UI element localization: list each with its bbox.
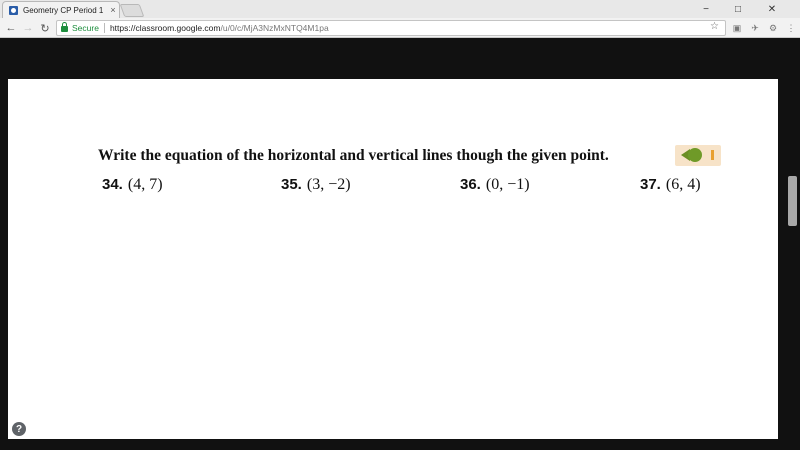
address-bar[interactable] [56,20,726,36]
forward-button[interactable]: → [22,22,34,34]
page-header-band [0,39,800,79]
lock-icon [61,26,68,32]
problem-number: 35. [281,176,302,193]
sticker-image [675,145,721,166]
url-host: https://classroom.google.com [109,23,221,33]
extension-icon[interactable]: ▣ [732,22,742,33]
classroom-icon [9,6,18,15]
dot-icon [688,148,702,162]
maximize-button[interactable]: □ [734,3,742,15]
tab-title: Geometry CP Period 1 [23,5,104,15]
extension-icon[interactable]: ⚙ [768,22,778,33]
attachment-viewer [8,79,778,439]
browser-toolbar [0,18,800,38]
back-button[interactable]: ← [5,22,17,34]
problem-number: 37. [640,176,661,193]
problem-number: 34. [102,176,123,193]
problem-item [460,176,530,194]
security-label: Secure [72,23,99,33]
problem-point: (0, −1) [485,176,530,193]
problem-item [640,176,701,194]
tab-close-icon[interactable]: × [110,5,116,15]
problem-point: (4, 7) [127,176,163,193]
problem-point: (6, 4) [665,176,701,193]
url-path: /u/0/c/MjA3NzMxNTQ4M1pa [220,23,329,33]
bookmark-star-icon[interactable]: ☆ [710,21,719,32]
tab-strip [0,0,800,18]
close-window-button[interactable]: ✕ [767,3,777,15]
reload-button[interactable]: ↻ [40,22,50,35]
minimize-button[interactable]: − [703,3,709,15]
problem-item [102,176,163,194]
scrollbar-thumb[interactable] [788,176,797,226]
badge-accent [711,150,714,160]
new-tab-button[interactable] [120,4,145,17]
problem-number: 36. [460,176,481,193]
omnibox-divider [104,23,105,33]
problem-item [281,176,351,194]
menu-icon[interactable]: ⋮ [786,22,796,33]
help-icon[interactable]: ? [12,422,26,436]
problem-list [8,176,778,198]
extension-icon[interactable]: ✈ [751,22,759,33]
problem-point: (3, −2) [306,176,351,193]
worksheet-instruction: Write the equation of the horizontal and vertical lines though the given point. [98,147,609,164]
browser-tab[interactable] [2,1,120,18]
